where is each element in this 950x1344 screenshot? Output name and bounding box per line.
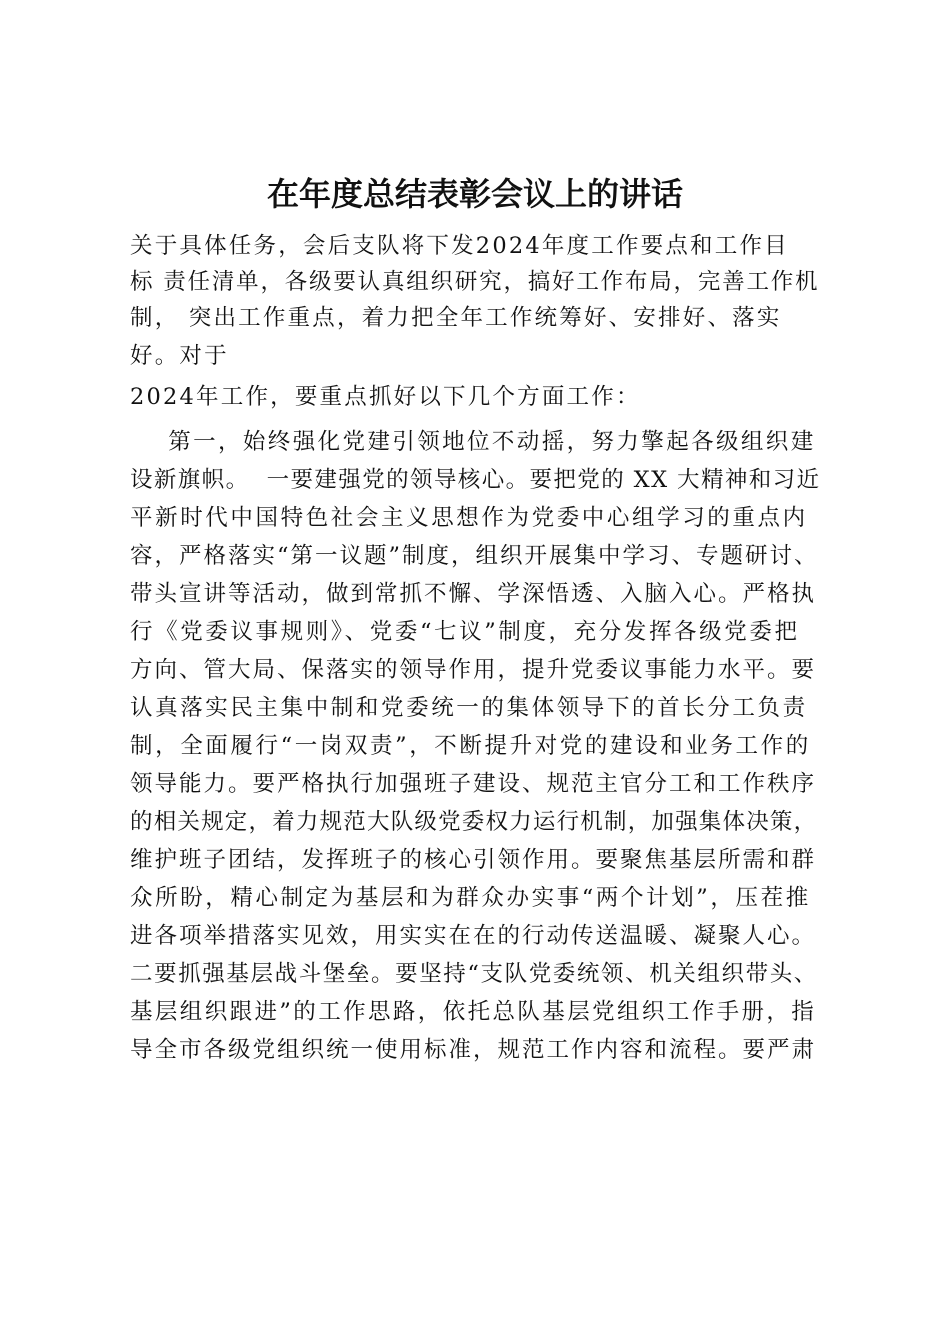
intro-line: 关于具体任务，会后支队将下发2024年度工作要点和工作目	[130, 233, 789, 259]
intro-line: 标 责任清单，各级要认真组织研究，搞好工作布局，完善工作机	[130, 269, 820, 295]
paragraph-line: 设新旗帜。 一要建强党的领导核心。要把党的 XX 大精神和习近	[130, 467, 821, 493]
paragraph-line: 第一，始终强化党建引领地位不动摇，努力擎起各级组织建	[130, 429, 816, 455]
paragraph-line: 二要抓强基层战斗堡垒。要坚持“支队党委统领、机关组织带头、	[130, 961, 818, 987]
document-title: 在年度总结表彰会议上的讲话	[266, 175, 683, 213]
paragraph-line: 容，严格落实“第一议题”制度，组织开展集中学习、专题研讨、	[130, 543, 819, 569]
intro-line: 好。对于	[130, 343, 229, 369]
paragraph-line: 平新时代中国特色社会主义思想作为党委中心组学习的重点内	[130, 505, 808, 531]
paragraph-line: 导全市各级党组织统一使用标准，规范工作内容和流程。要严肃	[130, 1037, 817, 1063]
paragraph-line: 维护班子团结，发挥班子的核心引领作用。要聚焦基层所需和群	[130, 847, 817, 873]
paragraph-line: 众所盼，精心制定为基层和为群众办实事“两个计划”，压茬推	[130, 885, 811, 911]
paragraph-line: 基层组织跟进”的工作思路，依托总队基层党组织工作手册，指	[130, 999, 817, 1025]
intro-line: 制， 突出工作重点，着力把全年工作统筹好、安排好、落实	[130, 305, 782, 331]
paragraph-line: 行《党委议事规则》、党委“七议”制度，充分发挥各级党委把	[130, 619, 800, 645]
paragraph-line: 进各项举措落实见效，用实实在在的行动传送温暖、凝聚人心。	[130, 923, 817, 949]
paragraph-line: 的相关规定，着力规范大队级党委权力运行机制，加强集体决策，	[130, 809, 818, 835]
paragraph-line: 方向、管大局、保落实的领导作用，提升党委议事能力水平。要	[130, 657, 817, 683]
paragraph-line: 制，全面履行“一岗双责”，不断提升对党的建设和业务工作的	[130, 733, 811, 759]
paragraph-line: 认真落实民主集中制和党委统一的集体领导下的首长分工负责	[130, 695, 808, 721]
paragraph-line: 领导能力。要严格执行加强班子建设、规范主官分工和工作秩序	[130, 771, 817, 797]
intro-line: 2024年工作，要重点抓好以下几个方面工作：	[130, 384, 641, 410]
paragraph-line: 带头宣讲等活动，做到常抓不懈、学深悟透、入脑入心。严格执	[130, 581, 817, 607]
